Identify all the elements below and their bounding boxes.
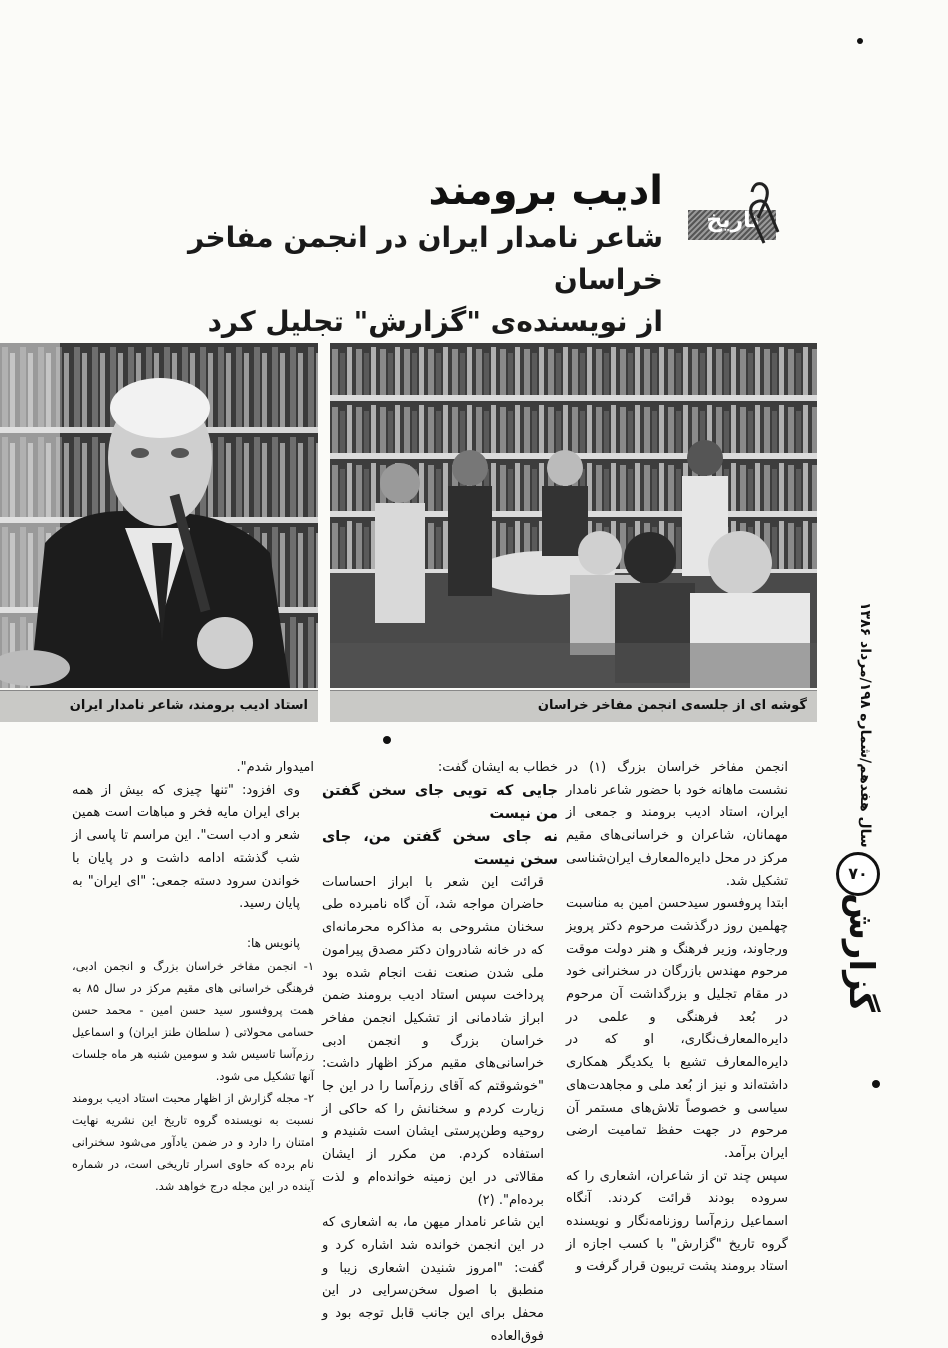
paragraph: وی افزود: "تنها چیزی که بیش از همه برای ایران مایه فخر و مباهات است همین شعر و ادب است". این مراسم تا پاسی از شب گذشته ادامه داشت و در پایان با خواندن سرود دسته جمعی: "ای ایران" به پایان رسید. bbox=[72, 782, 300, 912]
footnote: ۲- مجله گزارش از اظهار محبت استاد ادیب برومند نسبت به نویسنده گروه تاریخ این نشریه نهایت امتنان را دارد و در ضمن یادآور می‌شود سخنرانی نام برده که حاوی اسرار تاریخی است، در شماره آینده در این مجله درج خواهد شد. bbox=[72, 1090, 314, 1193]
paragraph: این شاعر نامدار میهن ما، به اشعاری که در این انجمن خوانده شد اشاره کرد و گفت: "امروز شنیدن اشعاری زیبا و منطبق با اصول سخن‌سرایی در این محفل برای این جانب قابل توجه بود و فوق‌العاده bbox=[322, 1215, 544, 1344]
paragraph: خطاب به ایشان گفت: bbox=[437, 760, 558, 775]
article-header bbox=[103, 165, 663, 343]
portrait-caption: استاد ادیب برومند، شاعر نامدار ایران bbox=[0, 690, 318, 722]
article-column-left bbox=[72, 757, 314, 1197]
footnote: ۱- انجمن مفاخر خراسان بزرگ و انجمن ادبی، فرهنگی خراسانی های مقیم مرکز در سال ۸۵ به همت پروفسور سید حسن امین - محمد حسن حسامی محولاتی ( سلطان طنز ایران) و اسماعیل رزم‌آسا تاسیس شد و سومین شنبه هر ماه جلسات آنها تشکیل می شود. bbox=[72, 958, 314, 1083]
paragraph: قرائت این شعر با ابراز احساسات حاضران مواجه شد، آن گاه نامبرده طی سخنان مشروحی به مذاکره محرمانه‌ای که در خانه شادروان دکتر مصدق پیرامون ملی شدن صنعت نفت انجام شده بود پرداخت سپس استاد ادیب برومند ضمن ابراز شادمانی از تشکیل انجمن مفاخر خراسان بزرگ و انجمن ادبی خراسانی‌های مقیم مرکز اظهار داشت: "خوشوقتم که آقای رزم‌آسا را در این جا زیارت کردم و سخنانش را که حاکی از روحیه وطن‌پرستی ایشان است شنیدم و استفاده کردم. من مکرر از ایشان مقالاتی در این زمینه خوانده‌ام و لذت برده‌ام". (۲) bbox=[322, 874, 544, 1208]
paperclip-icon bbox=[744, 178, 784, 248]
magazine-name: گزارش bbox=[841, 892, 881, 1012]
article-title: ادیب برومند bbox=[428, 168, 663, 214]
poem-line-1: جایی که تویی جای سخن گفتن من نیست bbox=[322, 782, 558, 822]
portrait-photo bbox=[0, 343, 318, 688]
meeting-photo bbox=[330, 343, 817, 688]
bullet-mark bbox=[383, 736, 391, 744]
bullet-mark bbox=[872, 1080, 880, 1088]
poem-line-2: نه جای سخن گفتن من، جای سخن نیست bbox=[322, 828, 558, 868]
meeting-caption: گوشه ای از جلسه‌ی انجمن مفاخر خراسان bbox=[330, 690, 817, 722]
paragraph: ابتدا پروفسور سیدحسن امین به مناسبت چهلمین روز درگذشت مرحوم دکتر پرویز ورجاوند، وزیر فرهنگ و هنر دولت موقت مرحوم مهندس بازرگان در سخنرانی خود در مقام تجلیل و بزرگداشت آن مرحوم در بُعد فرهنگی و علمی در دایره‌المعارف‌نگاری، او که در دایره‌المعارف تشیع با یکدیگر همکاری داشته‌اند و نیز از بُعد ملی و مجاهدت‌های سیاسی و خصوصاً تلاش‌های مستمر آن مرحوم در جهت حفظ تمامیت ارضی ایران برآمد. bbox=[566, 896, 788, 1161]
article-subtitle-line-1: شاعر نامدار ایران در انجمن مفاخر خراسان bbox=[188, 221, 663, 296]
page-number: ۷۰ bbox=[836, 852, 880, 896]
bullet-mark bbox=[857, 38, 863, 44]
paragraph: انجمن مفاخر خراسان بزرگ (۱) در نشست ماهانه خود با حضور شاعر نامدار ایران، استاد ادیب برومند و جمعی از مهمانان، شاعران و خراسانی‌های مقیم مرکز در محل دایره‌المعارف ایران‌شناسی تشکیل شد. bbox=[566, 760, 788, 889]
article-subtitle-line-2: از نویسنده‌ی "گزارش" تجلیل کرد bbox=[207, 305, 663, 338]
paragraph: امیدوار شدم". bbox=[236, 760, 314, 775]
issue-info: سال هفدهم/شماره ۱۹۸/مرداد ۱۳۸۶ bbox=[857, 602, 873, 848]
footnotes-title: پانویس ها: bbox=[246, 935, 300, 950]
article-column-middle bbox=[322, 757, 558, 1348]
article-column-right bbox=[566, 757, 802, 1279]
section-tag bbox=[688, 178, 798, 258]
paragraph: سپس چند تن از شاعران، اشعاری را که سروده بودند قرائت کردند. آنگاه اسماعیل رزم‌آسا روزنامه‌نگار و نویسنده گروه تاریخ "گزارش" با کسب اجازه از استاد برومند پشت تریبون قرار گرفت و bbox=[566, 1168, 788, 1275]
section-label: تاریخ bbox=[706, 208, 760, 233]
